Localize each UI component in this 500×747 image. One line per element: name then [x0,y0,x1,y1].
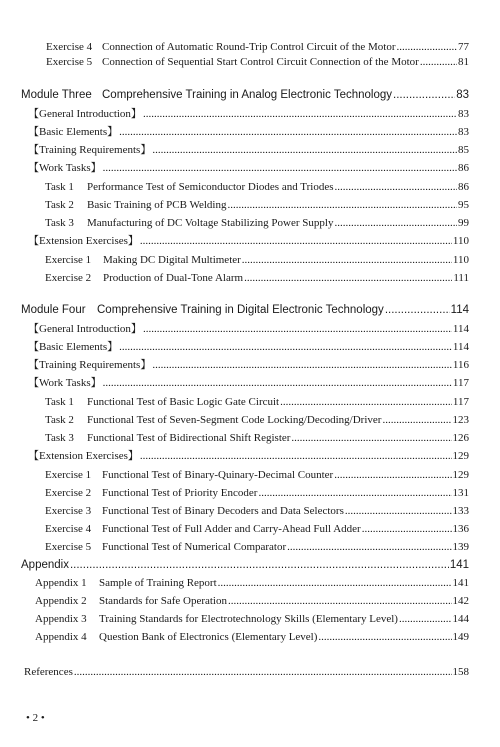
toc-entry-page: 83 [458,108,469,120]
dot-leader [152,358,452,372]
toc-entry-label [35,594,227,608]
toc-entry-label [35,576,217,590]
toc-entry-title: Comprehensive Training in Digital Electronic Technology [97,304,384,316]
dot-leader [119,125,457,139]
toc-entry-number: Exercise 4 [46,41,93,53]
toc-entry [28,234,469,248]
dot-leader [397,40,457,54]
dot-leader [228,594,452,608]
dot-leader [258,486,451,500]
toc-entry-title: Appendix [21,559,69,571]
toc-entry-number: Appendix 4 [35,631,87,643]
toc-entry-page: 81 [458,56,469,68]
toc-entry-page: 114 [452,323,469,335]
toc-entry-page: 77 [458,41,469,53]
toc-entry-page: 99 [458,217,469,229]
toc-entry [28,161,469,175]
toc-entry [45,486,469,500]
dot-leader [103,376,452,390]
toc-entry-label [21,303,384,317]
toc-entry-page: 149 [452,631,469,643]
toc-entry [45,431,469,445]
toc-entry-number: Task 2 [45,199,74,211]
toc-entry-title: 【Extension Exercises】 [28,450,139,462]
toc-entry-label [45,468,333,482]
toc-entry-title: Question Bank of Electronics (Elementary Level) [99,631,318,643]
toc-entry-page: 129 [452,450,469,462]
toc-entry-label [45,198,226,212]
toc-entry-number: Module Three [21,89,92,101]
dot-leader [399,612,452,626]
dot-leader [143,322,452,336]
dot-leader [119,340,452,354]
toc-entry-label [21,88,392,102]
toc-entry-label [46,55,419,69]
toc-entry-number: Exercise 5 [46,56,93,68]
toc-entry-number: Task 1 [45,181,74,193]
toc-entry-number: Exercise 1 [45,254,92,266]
toc-entry-label [45,486,257,500]
toc-entry-number: Appendix 3 [35,613,87,625]
toc-entry-number: Task 3 [45,432,74,444]
toc-entry-label [35,612,398,626]
dot-leader [362,522,452,536]
toc-entry-page: 144 [452,613,469,625]
toc-entry-page: 110 [452,254,469,266]
toc-entry [35,630,469,644]
toc-entry-number: Exercise 3 [45,505,92,517]
toc-entry-number: Task 2 [45,414,74,426]
toc-entry-page: 142 [452,595,469,607]
toc-entry [35,612,469,626]
dot-leader [244,271,452,285]
toc-entry-title: Functional Test of Binary-Quinary-Decimal Counter [102,469,334,481]
dot-leader [74,665,452,679]
toc-entry-number: Appendix 1 [35,577,87,589]
toc-entry-title: Functional Test of Basic Logic Gate Circuit [87,396,280,408]
toc-entry-title: Functional Test of Full Adder and Carry-Ahead Full Adder [102,523,361,535]
toc-entry-page: 114 [450,304,469,316]
toc-entry-label [45,180,334,194]
toc-entry-label [35,630,317,644]
toc-entry-label [45,271,243,285]
toc-entry [45,253,469,267]
toc-entry-title: 【General Introduction】 [28,323,142,335]
toc-entry-page: 83 [456,89,469,101]
toc-entry [45,198,469,212]
toc-entry-title: 【Basic Elements】 [28,126,119,138]
dot-leader [70,558,449,572]
dot-leader [242,253,452,267]
dot-leader [393,88,455,102]
toc-entry-label [45,540,286,554]
toc-entry-label [45,216,333,230]
toc-entry [45,522,469,536]
toc-entry-label [45,413,381,427]
toc-entry-number: Exercise 2 [45,272,92,284]
toc-entry-page: 131 [452,487,469,499]
toc-entry-label [45,431,290,445]
toc-entry-title: Basic Training of PCB Welding [87,199,227,211]
toc-entry-title: 【Training Requirements】 [28,359,152,371]
toc-entry-page: 111 [453,272,469,284]
toc-entry-page: 95 [458,199,469,211]
toc-entry-title: 【General Introduction】 [28,108,142,120]
toc-entry [45,395,469,409]
dot-leader [385,303,450,317]
toc-module-entry [21,303,469,317]
toc-entry-label [46,40,396,54]
toc-entry-title: Connection of Automatic Round-Trip Control Circuit of the Motor [102,41,396,53]
toc-entry [46,40,469,54]
toc-entry-number: Task 1 [45,396,74,408]
toc-entry [45,216,469,230]
toc-entry-title: Functional Test of Numerical Comparator [102,541,287,553]
toc-entry-page: 136 [452,523,469,535]
toc-entry-title: 【Work Tasks】 [28,162,102,174]
toc-entry [45,540,469,554]
toc-entry-title: Connection of Sequential Start Control Circuit Connection of the Motor [102,56,419,68]
toc-entry-label [45,395,279,409]
toc-entry-page: 126 [452,432,469,444]
toc-entry-title: 【Work Tasks】 [28,377,102,389]
toc-entry-title: References [24,666,73,678]
dot-leader [152,143,457,157]
toc-entry-page: 141 [452,577,469,589]
dot-leader [318,630,451,644]
toc-entry-page: 110 [452,235,469,247]
dot-leader [420,55,457,69]
toc-entry-page: 86 [458,162,469,174]
toc-entry [45,271,469,285]
toc-entry [28,340,469,354]
toc-entry-page: 86 [458,181,469,193]
toc-entry-title: Functional Test of Binary Decoders and Data Selectors [102,505,344,517]
toc-entry-page: 114 [452,341,469,353]
toc-entry-page: 117 [452,377,469,389]
dot-leader [287,540,451,554]
toc-entry-title: Training Standards for Electrotechnology Skills (Elementary Level) [99,613,398,625]
toc-entry [28,449,469,463]
toc-entry-title: Functional Test of Bidirectional Shift Register [87,432,291,444]
page-number: • 2 • [26,712,45,724]
toc-entry-label [45,504,344,518]
dot-leader [334,468,451,482]
toc-entry-title: 【Basic Elements】 [28,341,119,353]
toc-entry [35,576,469,590]
toc-entry-number: Appendix 2 [35,595,87,607]
toc-entry-page: 83 [458,126,469,138]
toc-entry-title: Performance Test of Semiconductor Diodes and Triodes [87,181,334,193]
dot-leader [140,449,452,463]
toc-entry-title: Sample of Training Report [99,577,217,589]
toc-entry-page: 116 [452,359,469,371]
dot-leader [140,234,452,248]
toc-entry-page: 129 [452,469,469,481]
toc-entry-title: 【Extension Exercises】 [28,235,139,247]
toc-entry-title: Production of Dual-Tone Alarm [103,272,244,284]
dot-leader [345,504,452,518]
toc-module-entry [21,88,469,102]
dot-leader [103,161,457,175]
dot-leader [218,576,452,590]
toc-entry-title: Making DC Digital Multimeter [103,254,241,266]
toc-entry [28,358,469,372]
toc-entry-title: Manufacturing of DC Voltage Stabilizing Power Supply [87,217,334,229]
toc-entry-number: Exercise 5 [45,541,92,553]
toc-references-entry [24,665,469,679]
toc-entry [28,125,469,139]
toc-entry-title: Standards for Safe Operation [99,595,227,607]
dot-leader [227,198,457,212]
dot-leader [382,413,451,427]
toc-entry-title: Functional Test of Seven-Segment Code Locking/Decoding/Driver [87,414,382,426]
toc-entry [28,107,469,121]
toc-entry-number: Exercise 4 [45,523,92,535]
toc-entry [45,468,469,482]
dot-leader [291,431,451,445]
toc-entry [35,594,469,608]
toc-entry-page: 123 [452,414,469,426]
toc-entry [28,322,469,336]
toc-appendix-entry [21,558,469,572]
toc-entry-page: 85 [458,144,469,156]
toc-entry-title: Comprehensive Training in Analog Electronic Technology [102,89,393,101]
toc-entry-page: 133 [452,505,469,517]
toc-entry-page: 141 [449,559,469,571]
toc-entry-title: 【Training Requirements】 [28,144,152,156]
toc-entry-number: Module Four [21,304,86,316]
toc-entry-label [45,253,241,267]
toc-entry [46,55,469,69]
toc-entry [45,504,469,518]
toc-entry-page: 139 [452,541,469,553]
toc-entry [28,143,469,157]
toc-entry [45,413,469,427]
toc-entry-number: Exercise 1 [45,469,92,481]
toc-entry-title: Functional Test of Priority Encoder [102,487,258,499]
toc-entry [28,376,469,390]
dot-leader [334,216,457,230]
toc-entry-number: Exercise 2 [45,487,92,499]
toc-entry [45,180,469,194]
dot-leader [335,180,458,194]
toc-entry-label [45,522,361,536]
toc-entry-page: 158 [452,666,469,678]
toc-entry-number: Task 3 [45,217,74,229]
dot-leader [143,107,457,121]
toc-entry-page: 117 [452,396,469,408]
dot-leader [280,395,452,409]
